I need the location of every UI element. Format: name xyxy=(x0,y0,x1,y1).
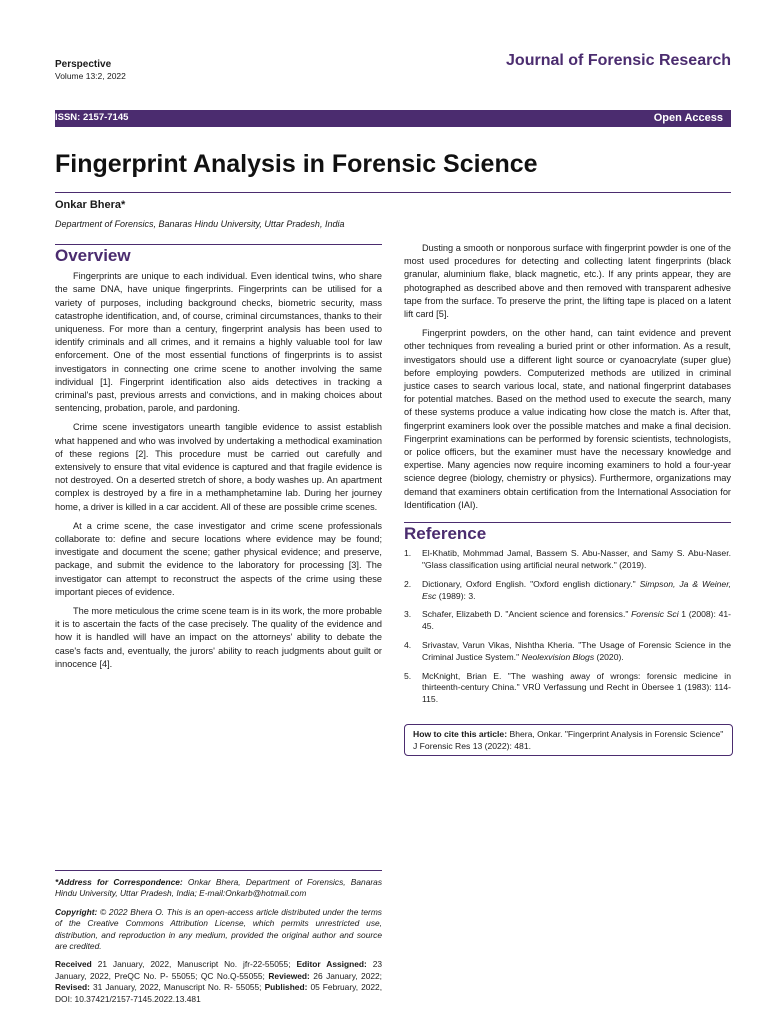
body-paragraph: Dusting a smooth or nonporous surface with fingerprint powder is one of the most used procedures for detecting and collecting latent fingerprints (black granular, aluminium flake, black magnetic, etc.). If any prints appear, they are photographed as described above and then removed with transparent adhesive tape from the surface. To preserve the print, the lifting tape is placed on a latent lift card [5]. xyxy=(404,243,731,320)
issn-label: ISSN: 2157-7145 xyxy=(55,112,129,123)
article-type: Perspective xyxy=(55,59,112,70)
overview-divider xyxy=(55,244,382,245)
overview-paragraph: The more meticulous the crime scene team is in its work, the more probable it is to ascertain the facts of the case precisely. The quality of the evidence and how it is handled will have an impact on the attorneys' ability to debate the case's facts and, eventually, the jurors' ability to reach judgments about guilt or innocence [4]. xyxy=(55,606,382,669)
open-access-label: Open Access xyxy=(653,112,723,124)
body-paragraph: Fingerprint powders, on the other hand, can taint evidence and prevent other techniques from revealing a buried print or other information. As a result, investigators should use a different light source or cyanoacrylate (super glue) before employing powders. Computerized methods are utilized in criminal justice cases to search various local, state, and national fingerprint databases for potential matches. Based on the method used to execute the search, many of these systems produce a value indicating how close the match is. After that, fingerprint examiners look over the possible matches and make a final decision. Fingerprint examinations can be performed by forensic scientists, technologists, or police officers, but the examiner must have the necessary knowledge and expertise. Many agencies now require incoming examiners to hold a four-year science degree (biology, chemistry or physics). Furthermore, organizations may demand that examiners obtain certification from the International Association for Identification (IAI). xyxy=(404,328,731,510)
title-divider xyxy=(55,192,731,193)
author-name: Onkar Bhera* xyxy=(55,199,126,211)
reference-text: El-Khatib, Mohmmad Jamal, Bassem S. Abu-Nasser, and Samy S. Abu-Naser. "Glass classification using artificial neural network." (2019). xyxy=(422,548,731,571)
reference-text: Schafer, Elizabeth D. "Ancient science and forensics." Forensic Sci 1 (2008): 41-45. xyxy=(422,609,731,632)
author-affiliation: Department of Forensics, Banaras Hindu University, Uttar Pradesh, India xyxy=(55,219,345,229)
overview-paragraph: At a crime scene, the case investigator and crime scene professionals collaborate to: define and secure locations where evidence may be found; investigate and document the scene; gather physical evidence; and preserve, package, and submit the evidence to the laboratory for processing [3]. The investigator can attempt to reconstruct the aspects of the crime using these important pieces of evidence. xyxy=(55,520,382,597)
reference-number: 2. xyxy=(404,578,412,589)
left-column xyxy=(55,244,382,677)
reference-list xyxy=(404,548,731,706)
article-title: Fingerprint Analysis in Forensic Science xyxy=(55,150,538,178)
journal-name: Journal of Forensic Research xyxy=(506,52,731,69)
reference-number: 5. xyxy=(404,670,412,681)
reference-divider xyxy=(404,522,731,523)
footnote-divider xyxy=(55,870,382,871)
citation-label: How to cite this article: xyxy=(413,729,508,739)
reference-text: Dictionary, Oxford English. "Oxford english dictionary." Simpson, Ja & Weiner, Esc (1989): 3. xyxy=(422,578,731,601)
reference-item xyxy=(404,548,731,572)
citation-box xyxy=(404,724,733,756)
overview-paragraph: Fingerprints are unique to each individual. Even identical twins, who share the same DNA, have unique fingerprints. Fingerprints can be utilised for a variety of purposes, including background checks, biometric security, mass catastrophe identification, and, of course, criminal circumstances, thanks to their uniqueness. For more than a century, fingerprint analysis has been used to identify criminals and all crimes, and it remains a highly valuable tool for law enforcement. One of the most essential functions of fingerprints is to assist investigators in connecting one crime scene to another involving the same individual [1]. Fingerprint identification also aids detectives in tracking a criminal's past, previous arrests and convictions, and in making choices about sentencing, probation, parole, and pardoning. xyxy=(55,271,382,414)
reference-text: McKnight, Brian E. "The washing away of wrongs: forensic medicine in thirteenth-century China." VRÜ Verfassung und Recht in Übersee 1 (1983): 114-115. xyxy=(422,670,731,705)
reference-number: 1. xyxy=(404,548,412,559)
overview-paragraph: Crime scene investigators unearth tangible evidence to assist establish what happened and who was involved by undertaking a methodical examination of these regions [2]. This procedure must be carried out carefully and extensively to ensure that vital evidence is captured and that fragile evidence is not destroyed. On a deserted stretch of shore, a body washes up. An apartment complex is destroyed by a fire in a methamphetamine lab. During her journey home, a driver is killed in a car accident. All of these are possible crime scenes. xyxy=(55,422,382,512)
reference-item xyxy=(404,579,731,603)
overview-heading: Overview xyxy=(55,246,131,265)
correspondence-note: *Address for Correspondence: Onkar Bhera, Department of Forensics, Banaras Hindu University, Uttar Pradesh, India; E-mail:Onkarb@hotmail.com xyxy=(55,877,383,899)
right-column xyxy=(404,242,731,713)
citation-text: Bhera, Onkar. "Fingerprint Analysis in Forensic Science" J Forensic Res 13 (2022): 481. xyxy=(413,729,724,751)
volume-info: Volume 13:2, 2022 xyxy=(55,71,126,81)
reference-number: 4. xyxy=(404,640,412,651)
reference-item xyxy=(404,640,731,664)
footnote-block xyxy=(55,870,382,1012)
issn-bar xyxy=(55,110,731,127)
reference-heading: Reference xyxy=(404,524,487,544)
copyright-note: Copyright: © 2022 Bhera O. This is an open-access article distributed under the terms of the Creative Commons Attribution License, which permits unrestricted use, distribution, and reproduction in any medium, provided the original author and source are credited. xyxy=(55,906,382,952)
reference-item xyxy=(404,609,731,633)
reference-item xyxy=(404,671,731,706)
dates-note: Received 21 January, 2022, Manuscript No. jfr-22-55055; Editor Assigned: 23 January, 2022, PreQC No. P- 55055; QC No.Q-55055; Reviewed: 26 January, 2022; Revised: 31 January, 2022, Manuscript No. R- 55055; Published: 05 February, 2022, DOI: 10.37421/2157-7145.2022.13.481 xyxy=(55,959,383,1004)
reference-text: Srivastav, Varun Vikas, Nishtha Kheria. "The Usage of Forensic Science in the Criminal Justice System." Neolexvision Blogs (2020). xyxy=(422,640,731,662)
reference-number: 3. xyxy=(404,609,412,620)
